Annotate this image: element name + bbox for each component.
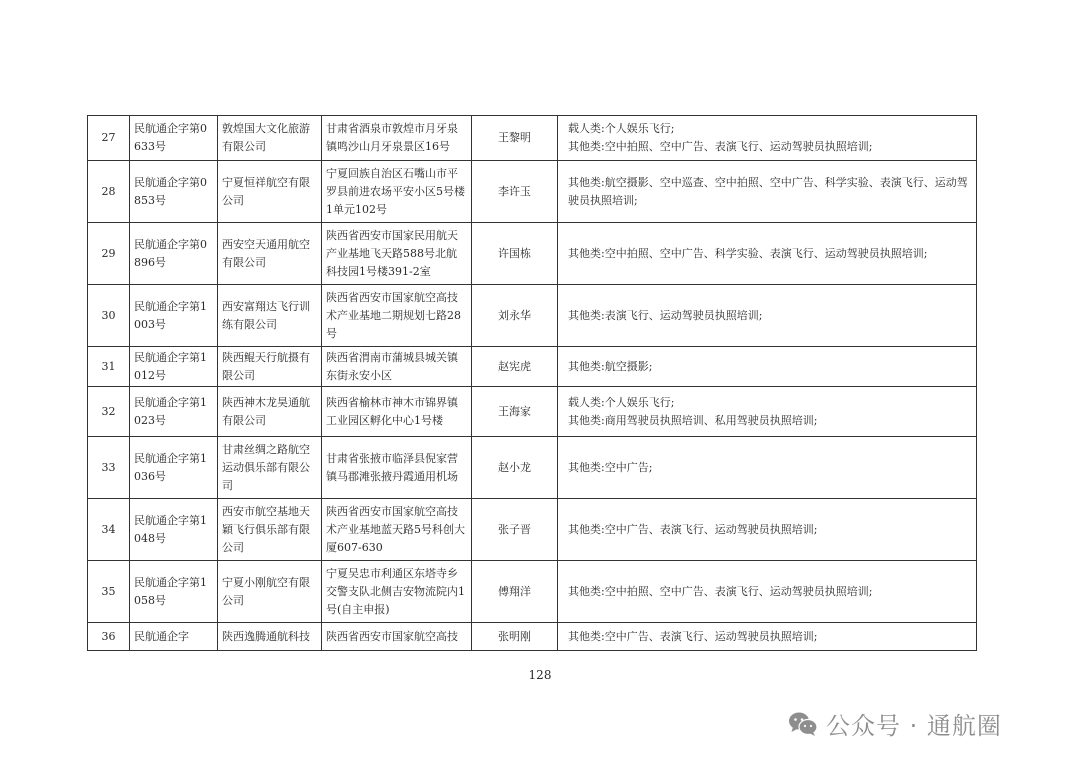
cell-address: 陕西省西安市国家航空高技	[322, 623, 472, 651]
cell-license: 民航通企字第1012号	[130, 347, 218, 387]
cell-address: 陕西省西安市国家航空高技术产业基地蓝天路5号科创大厦607-630	[322, 499, 472, 561]
scope-line: 载人类:个人娱乐飞行;	[568, 122, 675, 135]
cell-company: 陕西鲲天行航摄有限公司	[218, 347, 322, 387]
cell-license: 民航通企字第1003号	[130, 285, 218, 347]
cell-no: 32	[88, 387, 130, 437]
wechat-icon	[788, 711, 818, 737]
scope-line: 其他类:空中拍照、空中广告、表演飞行、运动驾驶员执照培训;	[568, 584, 873, 598]
cell-address: 陕西省渭南市蒲城县城关镇东街永安小区	[322, 347, 472, 387]
scope-line: 其他类:表演飞行、运动驾驶员执照培训;	[568, 308, 763, 322]
scope-line: 其他类:空中广告、表演飞行、运动驾驶员执照培训;	[568, 522, 818, 536]
cell-person: 李许玉	[472, 161, 558, 223]
cell-company: 西安富翔达飞行训练有限公司	[218, 285, 322, 347]
cell-no: 30	[88, 285, 130, 347]
cell-company: 陕西逸腾通航科技	[218, 623, 322, 651]
cell-no: 34	[88, 499, 130, 561]
cell-company: 宁夏恒祥航空有限公司	[218, 161, 322, 223]
table-row	[88, 161, 977, 223]
cell-person: 赵小龙	[472, 437, 558, 499]
page-number: 128	[528, 668, 552, 682]
cell-address: 陕西省榆林市神木市锦界镇工业园区孵化中心1号楼	[322, 387, 472, 437]
cell-license: 民航通企字第1036号	[130, 437, 218, 499]
cell-address: 甘肃省张掖市临泽县倪家营镇马郡滩张掖丹霞通用机场	[322, 437, 472, 499]
cell-person: 王海家	[472, 387, 558, 437]
cell-scope	[558, 437, 977, 499]
cell-scope	[558, 223, 977, 285]
cell-company: 西安空天通用航空有限公司	[218, 223, 322, 285]
cell-scope	[558, 285, 977, 347]
cell-person: 赵宪虎	[472, 347, 558, 387]
cell-person: 王黎明	[472, 116, 558, 161]
scope-line: 其他类:航空摄影、空中巡查、空中拍照、空中广告、科学实验、表演飞行、运动驾驶员执照培训;	[568, 175, 968, 207]
cell-person: 张子晋	[472, 499, 558, 561]
cell-address: 陕西省西安市国家民用航天产业基地飞天路588号北航科技园1号楼391-2室	[322, 223, 472, 285]
cell-address: 甘肃省酒泉市敦煌市月牙泉镇鸣沙山月牙泉景区16号	[322, 116, 472, 161]
cell-person: 傅翔洋	[472, 561, 558, 623]
cell-scope	[558, 161, 977, 223]
cell-no: 31	[88, 347, 130, 387]
cell-license: 民航通企字第0853号	[130, 161, 218, 223]
table-row	[88, 116, 977, 161]
scope-line: 其他类:商用驾驶员执照培训、私用驾驶员执照培训;	[568, 413, 818, 427]
table-row	[88, 347, 977, 387]
cell-license: 民航通企字第0896号	[130, 223, 218, 285]
cell-license: 民航通企字	[130, 623, 218, 651]
cell-scope	[558, 116, 977, 161]
cell-company: 陕西神木龙昊通航有限公司	[218, 387, 322, 437]
scope-line: 其他类:空中广告、表演飞行、运动驾驶员执照培训;	[568, 629, 818, 643]
cell-license: 民航通企字第1058号	[130, 561, 218, 623]
cell-address: 陕西省西安市国家航空高技术产业基地二期规划七路28号	[322, 285, 472, 347]
license-table	[87, 115, 977, 651]
cell-address: 宁夏吴忠市利通区东塔寺乡交警支队北侧吉安物流院内1号(自主申报)	[322, 561, 472, 623]
cell-no: 27	[88, 116, 130, 161]
table-row	[88, 437, 977, 499]
cell-license: 民航通企字第0633号	[130, 116, 218, 161]
table-body	[88, 116, 977, 651]
table-row	[88, 561, 977, 623]
cell-address: 宁夏回族自治区石嘴山市平罗县前进农场平安小区5号楼1单元102号	[322, 161, 472, 223]
scope-line: 其他类:空中拍照、空中广告、科学实验、表演飞行、运动驾驶员执照培训;	[568, 246, 928, 260]
cell-no: 35	[88, 561, 130, 623]
cell-no: 29	[88, 223, 130, 285]
table-row	[88, 223, 977, 285]
cell-company: 敦煌国大文化旅游有限公司	[218, 116, 322, 161]
cell-company: 西安市航空基地天穎飞行俱乐部有限公司	[218, 499, 322, 561]
cell-scope	[558, 561, 977, 623]
cell-scope	[558, 499, 977, 561]
scope-line: 其他类:空中拍照、空中广告、表演飞行、运动驾驶员执照培训;	[568, 140, 873, 153]
cell-license: 民航通企字第1023号	[130, 387, 218, 437]
scope-line: 其他类:空中广告;	[568, 460, 653, 474]
cell-scope	[558, 623, 977, 651]
cell-no: 33	[88, 437, 130, 499]
cell-person: 张明刚	[472, 623, 558, 651]
cell-no: 28	[88, 161, 130, 223]
watermark	[788, 706, 1002, 741]
table-row	[88, 387, 977, 437]
cell-company: 甘肃丝绸之路航空运动俱乐部有限公司	[218, 437, 322, 499]
table-row	[88, 285, 977, 347]
cell-person: 刘永华	[472, 285, 558, 347]
scope-line: 载人类:个人娱乐飞行;	[568, 395, 675, 409]
cell-scope	[558, 387, 977, 437]
cell-person: 许国栋	[472, 223, 558, 285]
watermark-text: 公众号 · 通航圈	[826, 712, 1002, 740]
scope-line: 其他类:航空摄影;	[568, 359, 653, 373]
cell-company: 宁夏小刚航空有限公司	[218, 561, 322, 623]
table-row	[88, 499, 977, 561]
cell-scope	[558, 347, 977, 387]
cell-license: 民航通企字第1048号	[130, 499, 218, 561]
cell-no: 36	[88, 623, 130, 651]
table-row	[88, 623, 977, 651]
